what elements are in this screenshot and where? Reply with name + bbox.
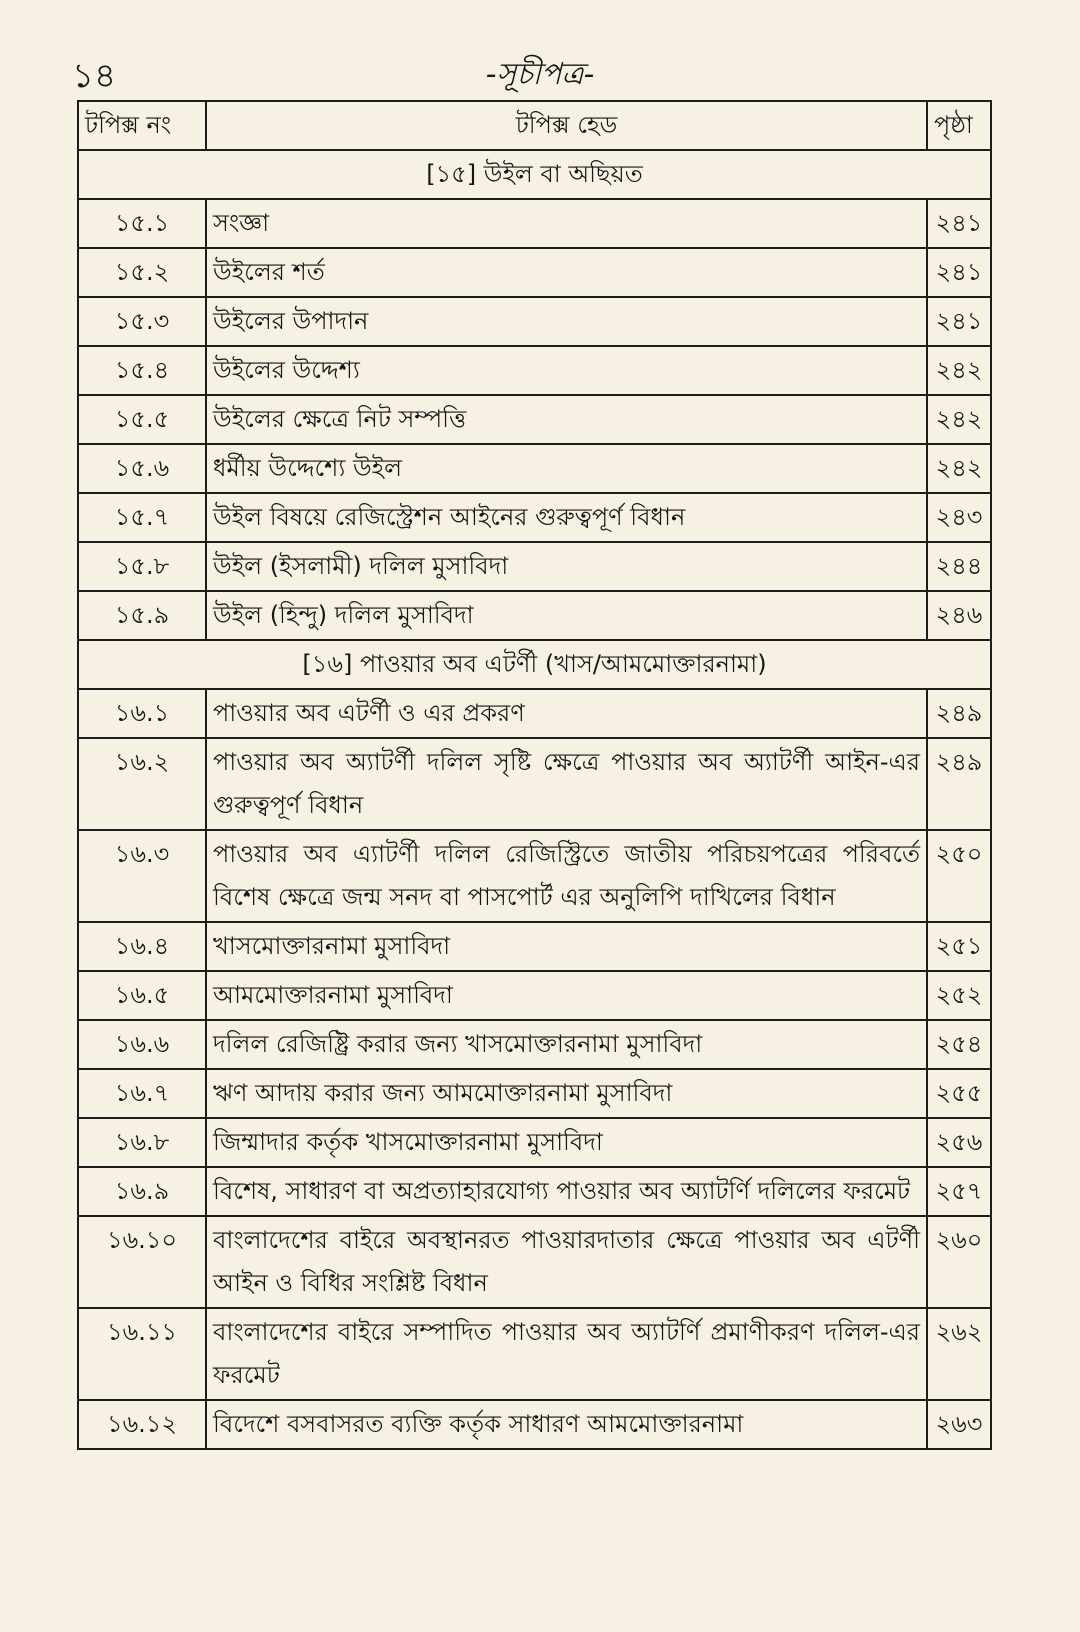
- header-topic-head: টপিক্স হেড: [206, 101, 927, 150]
- table-row: [78, 395, 991, 444]
- topic-head: বাংলাদেশের বাইরে অবস্থানরত পাওয়ারদাতার ক্ষেত্রে পাওয়ার অব এটর্ণী আইন ও বিধির সংশ্লিষ্ট বিধান: [206, 1216, 927, 1308]
- section-title: [১৫] উইল বা অছিয়ত: [78, 150, 991, 199]
- page-ref: ২৫২: [927, 971, 991, 1020]
- table-row: [78, 1020, 991, 1069]
- topic-number: ১৫.৩: [78, 297, 206, 346]
- topic-number: ১৬.৪: [78, 922, 206, 971]
- topic-head: খাসমোক্তারনামা মুসাবিদা: [206, 922, 927, 971]
- page-ref: ২৪৪: [927, 542, 991, 591]
- table-row: [78, 542, 991, 591]
- topic-number: ১৬.১: [78, 689, 206, 738]
- page-ref: ২৪২: [927, 395, 991, 444]
- topic-head: উইলের উদ্দেশ্য: [206, 346, 927, 395]
- topic-head: পাওয়ার অব এ্যাটর্ণী দলিল রেজিস্ট্রিতে জাতীয় পরিচয়পত্রের পরিবর্তে বিশেষ ক্ষেত্রে জন্ম সনদ বা পাসপোর্ট এর অনুলিপি দাখিলের বিধান: [206, 830, 927, 922]
- topic-head: ধর্মীয় উদ্দেশ্যে উইল: [206, 444, 927, 493]
- table-row: [78, 738, 991, 830]
- topic-number: ১৬.৫: [78, 971, 206, 1020]
- page-ref: ২৫০: [927, 830, 991, 922]
- topic-head: পাওয়ার অব এটর্ণী ও এর প্রকরণ: [206, 689, 927, 738]
- topic-head: বাংলাদেশের বাইরে সম্পাদিত পাওয়ার অব অ্যাটর্ণি প্রমাণীকরণ দলিল-এর ফরমেট: [206, 1308, 927, 1400]
- topic-head: ঋণ আদায় করার জন্য আমমোক্তারনামা মুসাবিদা: [206, 1069, 927, 1118]
- contents-body: [78, 150, 991, 1449]
- table-row: [78, 591, 991, 640]
- topic-number: ১৫.৫: [78, 395, 206, 444]
- topic-number: ১৬.৭: [78, 1069, 206, 1118]
- page-ref: ২৪৯: [927, 738, 991, 830]
- page-ref: ২৫৭: [927, 1167, 991, 1216]
- header-topic-no: টপিক্স নং: [78, 101, 206, 150]
- page-ref: ২৪২: [927, 444, 991, 493]
- topic-head: জিম্মাদার কর্তৃক খাসমোক্তারনামা মুসাবিদা: [206, 1118, 927, 1167]
- topic-number: ১৫.৯: [78, 591, 206, 640]
- topic-head: উইল (হিন্দু) দলিল মুসাবিদা: [206, 591, 927, 640]
- topic-head: উইলের ক্ষেত্রে নিট সম্পত্তি: [206, 395, 927, 444]
- page-ref: ২৪১: [927, 297, 991, 346]
- table-row: [78, 1069, 991, 1118]
- header-row: [78, 101, 991, 150]
- table-row: [78, 346, 991, 395]
- table-row: [78, 493, 991, 542]
- topic-head: উইলের শর্ত: [206, 248, 927, 297]
- topic-number: ১৫.৭: [78, 493, 206, 542]
- page-ref: ২৫১: [927, 922, 991, 971]
- page-ref: ২৪৯: [927, 689, 991, 738]
- table-row: [78, 1216, 991, 1308]
- section-row: [78, 150, 991, 199]
- page-ref: ২৫৫: [927, 1069, 991, 1118]
- page-ref: ২৪৬: [927, 591, 991, 640]
- table-row: [78, 922, 991, 971]
- page-ref: ২৫৪: [927, 1020, 991, 1069]
- table-row: [78, 444, 991, 493]
- table-row: [78, 1308, 991, 1400]
- section-title: [১৬] পাওয়ার অব এটর্ণী (খাস/আমমোক্তারনামা): [78, 640, 991, 689]
- page-header: -সূচীপত্র-: [485, 57, 595, 92]
- topic-head: উইলের উপাদান: [206, 297, 927, 346]
- topic-head: পাওয়ার অব অ্যাটর্ণী দলিল সৃষ্টি ক্ষেত্রে পাওয়ার অব অ্যাটর্ণী আইন-এর গুরুত্বপূর্ণ বিধান: [206, 738, 927, 830]
- topic-head: আমমোক্তারনামা মুসাবিদা: [206, 971, 927, 1020]
- table-row: [78, 199, 991, 248]
- topic-number: ১৬.১০: [78, 1216, 206, 1308]
- table-row: [78, 1400, 991, 1449]
- table-row: [78, 1167, 991, 1216]
- topic-number: ১৬.১২: [78, 1400, 206, 1449]
- topic-head: দলিল রেজিষ্ট্রি করার জন্য খাসমোক্তারনামা মুসাবিদা: [206, 1020, 927, 1069]
- table-row: [78, 1118, 991, 1167]
- page-ref: ২৬৩: [927, 1400, 991, 1449]
- page-ref: ২৬২: [927, 1308, 991, 1400]
- table-row: [78, 830, 991, 922]
- page-number: ১৪: [72, 56, 117, 96]
- table-row: [78, 689, 991, 738]
- topic-number: ১৫.৪: [78, 346, 206, 395]
- topic-head: উইল (ইসলামী) দলিল মুসাবিদা: [206, 542, 927, 591]
- topic-head: সংজ্ঞা: [206, 199, 927, 248]
- page-ref: ২৪৩: [927, 493, 991, 542]
- topic-number: ১৫.২: [78, 248, 206, 297]
- page-ref: ২৪২: [927, 346, 991, 395]
- topic-number: ১৫.৬: [78, 444, 206, 493]
- page-ref: ২৫৬: [927, 1118, 991, 1167]
- topic-number: ১৬.৩: [78, 830, 206, 922]
- topic-number: ১৬.৬: [78, 1020, 206, 1069]
- section-row: [78, 640, 991, 689]
- header-page: পৃষ্ঠা: [927, 101, 991, 150]
- table-row: [78, 248, 991, 297]
- topic-number: ১৫.৮: [78, 542, 206, 591]
- topic-number: ১৬.১১: [78, 1308, 206, 1400]
- topic-head: উইল বিষয়ে রেজিস্ট্রেশন আইনের গুরুত্বপূর্ণ বিধান: [206, 493, 927, 542]
- page-ref: ২৪১: [927, 248, 991, 297]
- topic-head: বিশেষ, সাধারণ বা অপ্রত্যাহারযোগ্য পাওয়ার অব অ্যাটর্ণি দলিলের ফরমেট: [206, 1167, 927, 1216]
- topic-number: ১৬.৯: [78, 1167, 206, 1216]
- contents-table: [77, 100, 992, 1450]
- topic-number: ১৬.২: [78, 738, 206, 830]
- topic-number: ১৫.১: [78, 199, 206, 248]
- topic-head: বিদেশে বসবাসরত ব্যক্তি কর্তৃক সাধারণ আমমোক্তারনামা: [206, 1400, 927, 1449]
- page-ref: ২৪১: [927, 199, 991, 248]
- table-row: [78, 297, 991, 346]
- topic-number: ১৬.৮: [78, 1118, 206, 1167]
- page-ref: ২৬০: [927, 1216, 991, 1308]
- table-row: [78, 971, 991, 1020]
